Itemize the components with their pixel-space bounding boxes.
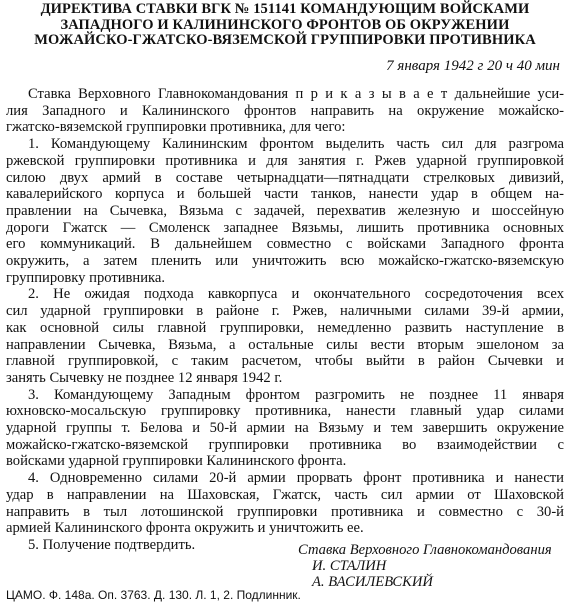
paragraph-4: [6, 470, 564, 537]
title-line-1: ДИРЕКТИВА СТАВКИ ВГК № 151141 КОМАНДУЮЩИМ ВОЙСКАМИ: [40, 1, 530, 17]
paragraph-line: войсками ударной группировки Калининского фронта.: [6, 453, 347, 470]
paragraph-line: 4. Одновременно силами 20-й армии прорвать фронт противника и нанести: [28, 470, 564, 487]
paragraph-line: сил ударной группировки в районе г. Ржев, наличными силами 39-й армии,: [6, 303, 564, 320]
archive-reference: ЦАМО. Ф. 148а. Оп. 3763. Д. 130. Л. 1, 2. Подлинник.: [6, 588, 301, 602]
paragraph-line: группировку противника.: [6, 269, 166, 286]
paragraph-1: [6, 136, 564, 286]
paragraph-line: 1. Командующему Калининским фронтом выделить часть сил для разгрома: [28, 136, 564, 153]
dateline: 7 января 1942 г 20 ч 40 мин: [386, 58, 560, 74]
signature-block: [298, 542, 552, 590]
signature-org: Ставка Верховного Главнокомандования: [298, 542, 552, 558]
paragraph-line: ржевской группировки противника и для занятия г. Ржев ударной группировкой: [6, 152, 564, 169]
signature-name-vasilevsky: А. ВАСИЛЕВСКИЙ: [312, 574, 433, 590]
paragraph-line: армией Калининского фронта окружить и уничтожить ее.: [6, 520, 364, 537]
paragraph-line: направить в тыл лотошинской группировки противника и совместно с 30-й: [6, 503, 564, 520]
paragraph-line: его коммуникаций. В дальнейшем совместно с войсками Западного фронта: [6, 236, 564, 253]
paragraph-line: кавалерийского корпуса и большей части танков, нанести удар в общем на-: [6, 186, 564, 203]
paragraph-line: лия Западного и Калининского фронтов направить на окружение можайско-: [6, 102, 564, 119]
paragraph-line: окружить, а затем пленить или уничтожить всю можайско-гжатско-вяземскую: [6, 253, 564, 270]
paragraph-line: занять Сычевку не позднее 12 января 1942 г.: [6, 369, 283, 386]
paragraph-3: [6, 387, 564, 471]
paragraph-line: 2. Не ожидая подхода кавкорпуса и окончательного сосредоточения всех: [28, 286, 564, 303]
paragraph-line: главной группировкой, с таким расчетом, чтобы выйти в район Сычевки и: [6, 353, 564, 370]
paragraph-line: правлении на Сычевка, Вязьма с задачей, перехватив железную и шоссейную: [6, 202, 564, 219]
paragraph-line: как основной силы главной группировки, немедленно развить наступление в: [6, 319, 564, 336]
paragraph-0: [6, 86, 564, 136]
paragraph-line: гжатско-вяземской группировки противника, для чего:: [6, 119, 346, 136]
paragraph-line: удар в направлении на Шаховская, Гжатск, часть сил армии от Шаховской: [6, 486, 564, 503]
title-line-3: МОЖАЙСКО-ГЖАТСКО-ВЯЗЕМСКОЙ ГРУППИРОВКИ ПРОТИВНИКА: [34, 32, 536, 48]
paragraph-2: [6, 286, 564, 386]
paragraph-line: направлении Сычевка, Вязьма, а остальные силы вести вторым эшелоном за: [6, 336, 564, 353]
paragraph-line: 3. Командующему Западным фронтом разгромить не позднее 11 января: [28, 386, 564, 403]
signature-name-stalin: И. СТАЛИН: [312, 558, 387, 574]
paragraph-line: юхновско-мосальскую группировку противника, нанести главный удар силами: [6, 403, 564, 420]
paragraph-line: дороги Гжатск — Смоленск западнее Вязьмы, лишить противника основных: [6, 219, 564, 236]
document-title: [0, 2, 570, 49]
paragraph-line: 5. Получение подтвердить.: [28, 536, 196, 553]
paragraph-line: Ставка Верховного Главнокомандования п р и к а з ы в а е т дальнейшие уси-: [28, 86, 564, 102]
document-body: [6, 86, 564, 554]
paragraph-line: силою двух армий в составе четырнадцати—пятнадцати стрелковых дивизий,: [6, 169, 564, 186]
paragraph-line: ударной группы т. Белова и 50-й армии на Вязьму и тем завершить окружение: [6, 420, 564, 437]
paragraph-line: можайско-гжатско-вяземской группировки противника во взаимодействии с: [6, 436, 564, 453]
title-line-2: ЗАПАДНОГО И КАЛИНИНСКОГО ФРОНТОВ ОБ ОКРУЖЕНИИ: [60, 16, 510, 33]
